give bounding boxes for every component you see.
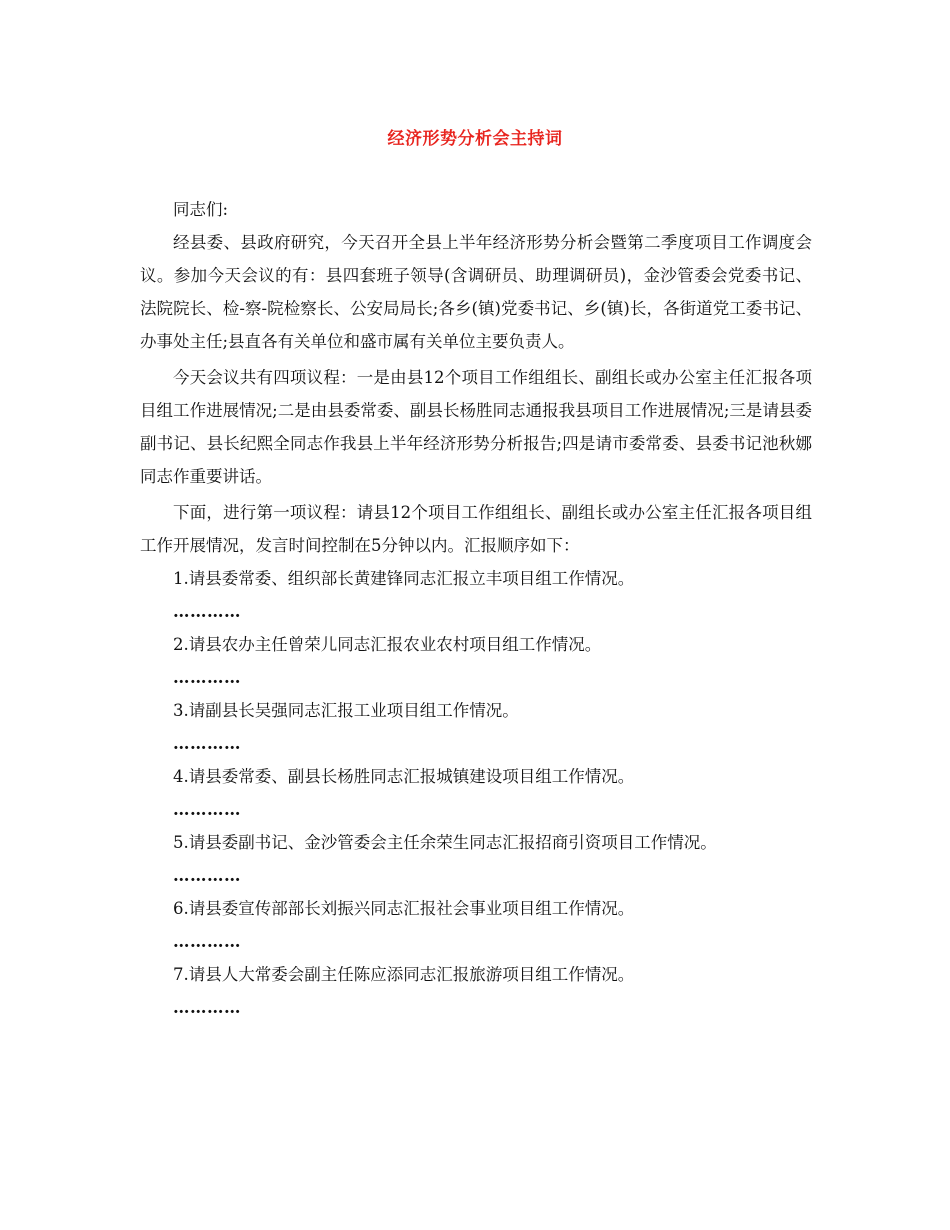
list-item: 5.请县委副书记、金沙管委会主任余荣生同志汇报招商引资项目工作情况。 — [173, 833, 717, 852]
document-body — [140, 193, 812, 1024]
ellipsis: ………… — [173, 602, 241, 621]
ellipsis: ………… — [173, 734, 241, 753]
salutation: 同志们: — [173, 200, 229, 219]
list-item: 4.请县委常委、副县长杨胜同志汇报城镇建设项目组工作情况。 — [173, 767, 635, 786]
paragraph-1: 经县委、县政府研究，今天召开全县上半年经济形势分析会暨第二季度项目工作调度会议。参加今天会议的有：县四套班子领导(含调研员、助理调研员)，金沙管委会党委书记、法院院长、检-察-院检察长、公安局局长;各乡(镇)党委书记、乡(镇)长，各街道党工委书记、办事处主任;县直各有关单位和盛市属有关单位主要负责人。 — [140, 233, 812, 351]
list-item: 2.请县农办主任曾荣儿同志汇报农业农村项目组工作情况。 — [173, 635, 602, 654]
ellipsis: ………… — [173, 866, 241, 885]
paragraph-3: 下面，进行第一项议程：请县12个项目工作组组长、副组长或办公室主任汇报各项目组工作开展情况，发言时间控制在5分钟以内。汇报顺序如下： — [140, 503, 812, 555]
list-item: 3.请副县长吴强同志汇报工业项目组工作情况。 — [173, 701, 519, 720]
ellipsis: ………… — [173, 998, 241, 1017]
ellipsis: ………… — [173, 668, 241, 687]
ellipsis: ………… — [173, 932, 241, 951]
paragraph-2: 今天会议共有四项议程：一是由县12个项目工作组组长、副组长或办公室主任汇报各项目组工作进展情况;二是由县委常委、副县长杨胜同志通报我县项目工作进展情况;三是请县委副书记、县长纪熙全同志作我县上半年经济形势分析报告;四是请市委常委、县委书记池秋娜同志作重要讲话。 — [140, 368, 812, 486]
ellipsis: ………… — [173, 800, 241, 819]
list-item: 7.请县人大常委会副主任陈应添同志汇报旅游项目组工作情况。 — [173, 965, 635, 984]
list-item: 1.请县委常委、组织部长黄建锋同志汇报立丰项目组工作情况。 — [173, 569, 635, 588]
list-item: 6.请县委宣传部部长刘振兴同志汇报社会事业项目组工作情况。 — [173, 899, 635, 918]
document-title: 经济形势分析会主持词 — [387, 129, 563, 149]
